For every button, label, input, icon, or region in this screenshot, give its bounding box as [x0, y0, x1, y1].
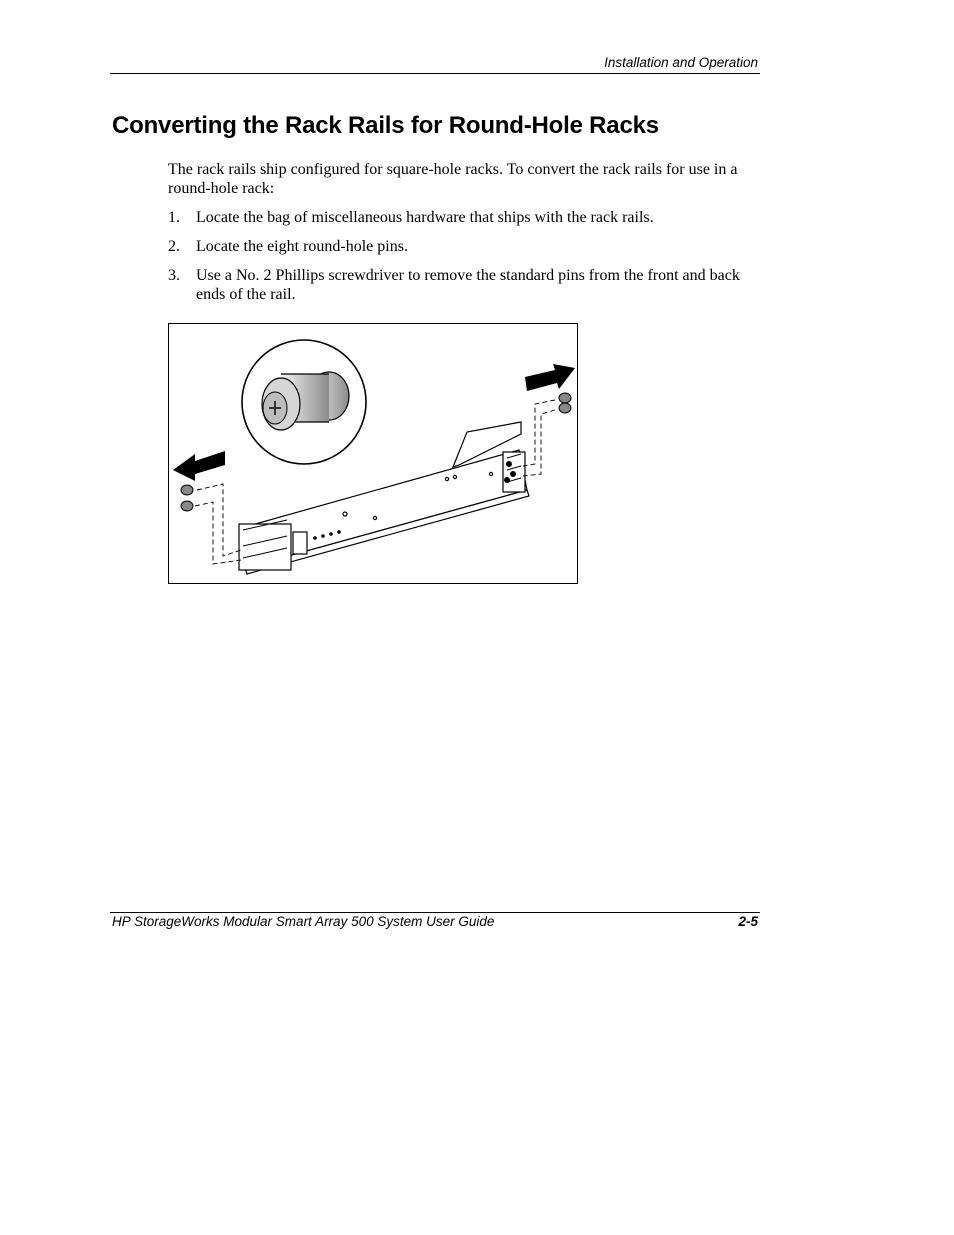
round-hole-pin-callout-icon — [242, 340, 366, 464]
step-number: 3. — [168, 267, 180, 284]
step-text: Locate the eight round-hole pins. — [196, 238, 408, 255]
step-text: Locate the bag of miscellaneous hardware that ships with the rack rails. — [196, 209, 654, 226]
header-rule — [110, 73, 760, 74]
footer-page-number: 2-5 — [738, 914, 758, 929]
arrow-left-icon — [173, 451, 225, 481]
step-text: Use a No. 2 Phillips screwdriver to remove the standard pins from the front and back ends of the rail. — [196, 267, 740, 303]
arrow-right-icon — [525, 364, 575, 391]
removed-pin-icon — [181, 485, 193, 511]
running-header: Installation and Operation — [604, 55, 758, 70]
footer-rule — [110, 912, 760, 913]
step-number: 2. — [168, 238, 180, 255]
step-number: 1. — [168, 209, 180, 226]
rack-rail-illustration — [169, 324, 576, 582]
removed-pin-icon — [559, 393, 571, 413]
rack-rail-figure — [168, 323, 578, 584]
intro-paragraph: The rack rails ship configured for square-hole racks. To convert the rack rails for use in a round-hole rack: — [168, 161, 738, 197]
section-title: Converting the Rack Rails for Round-Hole Racks — [112, 112, 659, 139]
footer-guide-title: HP StorageWorks Modular Smart Array 500 System User Guide — [112, 914, 495, 929]
